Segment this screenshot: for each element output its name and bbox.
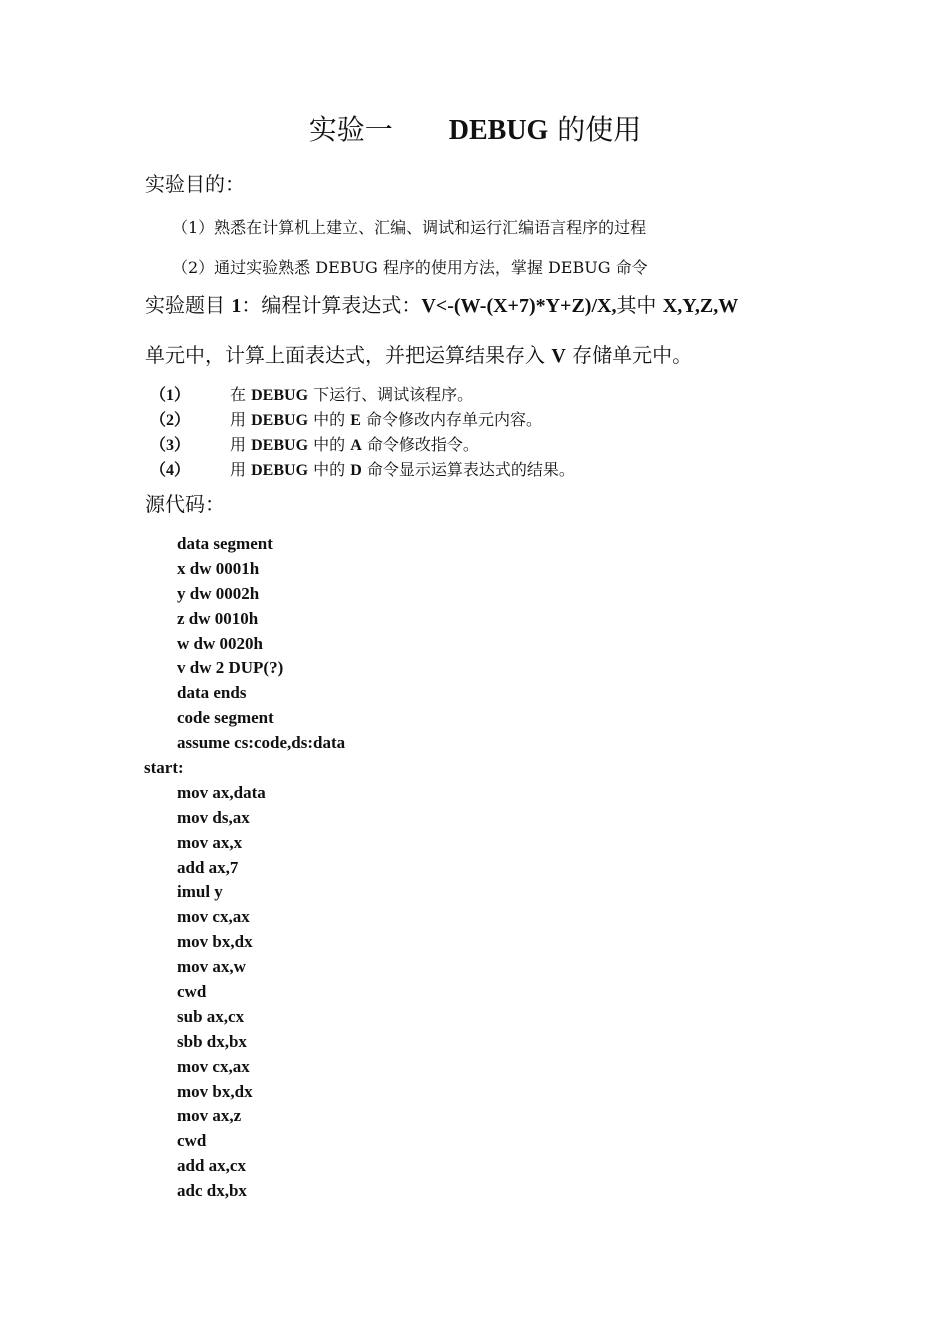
- step-keyword: DEBUG: [251, 412, 309, 429]
- title-cn: 实验一: [308, 113, 393, 146]
- source-heading: 源代码：: [145, 492, 225, 516]
- step-pre: 在: [230, 385, 247, 404]
- step-mid: 中的: [313, 410, 346, 429]
- step-keyword: DEBUG: [251, 437, 309, 454]
- step-mid: 下运行、调试该程序。: [313, 385, 474, 404]
- step-command: A: [350, 437, 362, 454]
- step-item-4: [150, 457, 575, 483]
- code-line: mov ax,data: [177, 782, 266, 802]
- step-keyword: DEBUG: [251, 387, 309, 404]
- page-title: [0, 108, 950, 153]
- step-post: 命令修改内存单元内容。: [365, 410, 542, 429]
- source-code-listing: [0, 532, 950, 1204]
- code-line: data ends: [177, 683, 247, 703]
- purpose-item-2: （2）通过实验熟悉 DEBUG 程序的使用方法，掌握 DEBUG 命令: [172, 258, 648, 277]
- code-line: w dw 0020h: [177, 633, 263, 653]
- code-line: assume cs:code,ds:data: [177, 733, 346, 753]
- code-line: imul y: [177, 882, 223, 902]
- step-pre: 用: [230, 460, 247, 479]
- step-item-2: [150, 407, 542, 433]
- step-number: （3）: [150, 437, 191, 454]
- code-line: mov ds,ax: [177, 807, 250, 827]
- step-number: （4）: [150, 462, 191, 479]
- step-pre: 用: [230, 435, 247, 454]
- code-line: mov cx,ax: [177, 907, 250, 927]
- task-line-2: [145, 338, 692, 373]
- step-command: E: [350, 412, 361, 429]
- task-number: 1: [231, 295, 242, 317]
- code-label: start:: [144, 758, 184, 778]
- step-command: D: [350, 462, 362, 479]
- task-line2-suffix: 存储单元中。: [572, 343, 693, 367]
- code-line: cwd: [177, 982, 207, 1002]
- code-line: v dw 2 DUP(?): [177, 658, 284, 678]
- purpose-item-1: （1）熟悉在计算机上建立、汇编、调试和运行汇编语言程序的过程: [172, 218, 647, 237]
- step-post: 命令修改指令。: [366, 435, 479, 454]
- code-line: z dw 0010h: [177, 608, 259, 628]
- step-number: （1）: [150, 387, 191, 404]
- code-line: mov cx,ax: [177, 1056, 250, 1076]
- purpose-heading: 实验目的：: [145, 172, 245, 196]
- code-line: mov bx,dx: [177, 1081, 253, 1101]
- task-line2-prefix: 单元中，计算上面表达式，并把运算结果存入: [145, 343, 545, 367]
- step-mid: 中的: [313, 435, 346, 454]
- code-line: data segment: [177, 534, 273, 553]
- step-mid: 中的: [313, 460, 346, 479]
- code-line: sub ax,cx: [177, 1006, 245, 1026]
- task-line2-v: V: [551, 345, 566, 367]
- task-vars: X,Y,Z,W: [662, 295, 739, 317]
- code-line: mov ax,x: [177, 832, 243, 852]
- code-line: adc dx,bx: [177, 1181, 247, 1201]
- step-keyword: DEBUG: [251, 462, 309, 479]
- code-line: add ax,cx: [177, 1156, 246, 1176]
- code-line: cwd: [177, 1131, 207, 1151]
- task-expression: V<-(W-(X+7)*Y+Z)/X,: [421, 295, 617, 317]
- task-prefix: 实验题目: [145, 293, 225, 317]
- code-line: x dw 0001h: [177, 558, 260, 578]
- code-line: sbb dx,bx: [177, 1031, 247, 1051]
- task-line-1: [145, 288, 738, 323]
- code-line: add ax,7: [177, 857, 239, 877]
- task-cn: 其中: [616, 293, 657, 317]
- title-en: DEBUG: [448, 115, 549, 146]
- task-mid: ：编程计算表达式：: [241, 293, 422, 317]
- step-item-1: [150, 382, 473, 408]
- step-item-3: [150, 432, 479, 458]
- code-line: mov ax,w: [177, 957, 246, 977]
- code-line: mov ax,z: [177, 1106, 242, 1126]
- code-line: code segment: [177, 708, 274, 728]
- step-pre: 用: [230, 410, 247, 429]
- title-suffix: 的使用: [557, 113, 642, 146]
- step-number: （2）: [150, 412, 191, 429]
- code-line: y dw 0002h: [177, 583, 260, 603]
- code-line: mov bx,dx: [177, 932, 253, 952]
- step-post: 命令显示运算表达式的结果。: [366, 460, 575, 479]
